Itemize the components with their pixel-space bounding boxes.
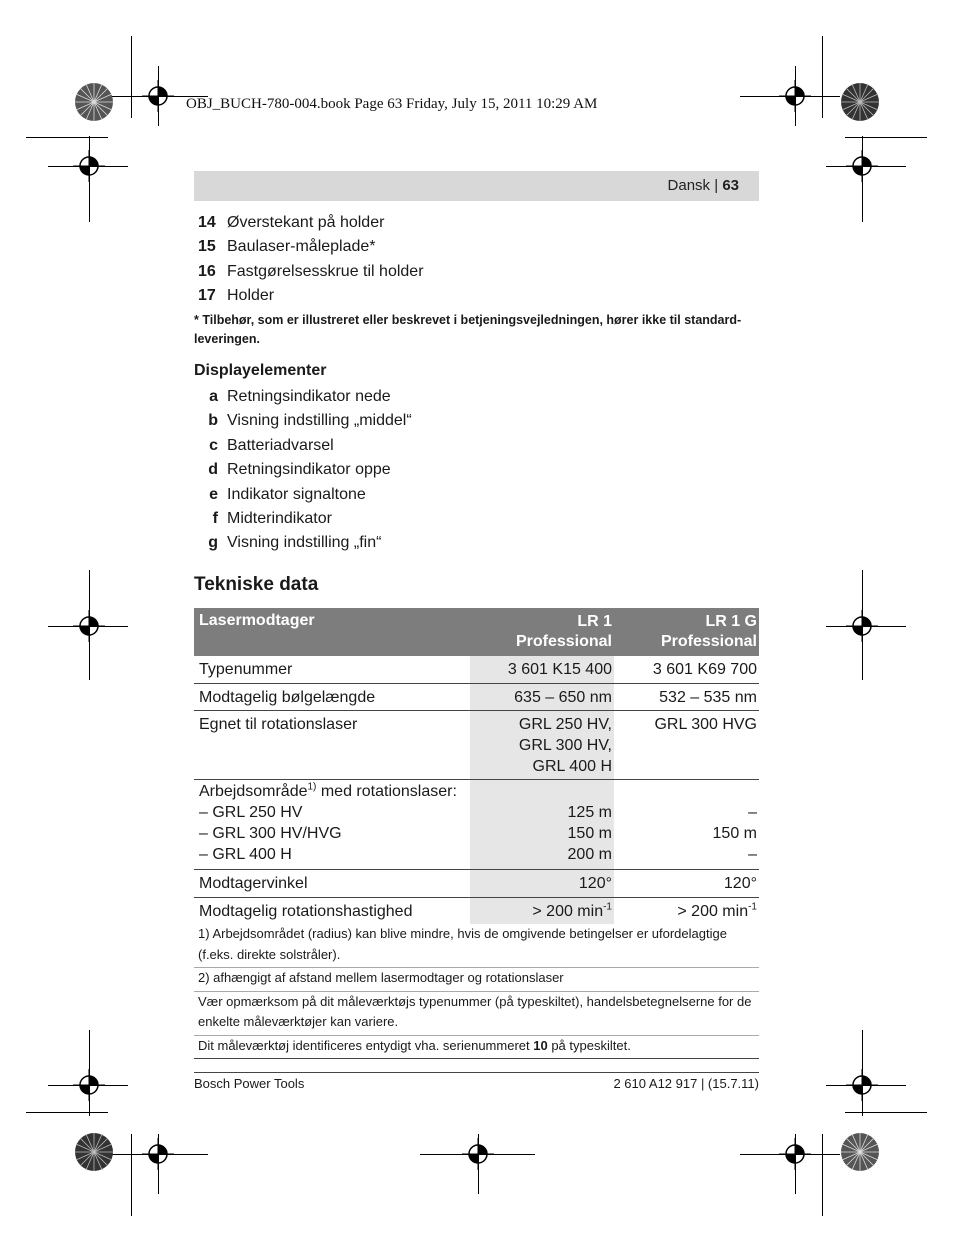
item-text: Visning indstilling „fin“	[227, 534, 382, 552]
registration-target-icon	[779, 1138, 811, 1170]
item-text: Holder	[227, 286, 275, 304]
item-text: Retningsindikator nede	[227, 388, 391, 405]
cell-value: > 200 min	[532, 903, 604, 920]
sub-item: – GRL 250 HV	[199, 804, 303, 821]
header-cell-lr1	[470, 608, 614, 656]
label-text: med rotationslaser:	[316, 783, 457, 800]
registration-target-icon	[142, 1138, 174, 1170]
cell-line: –	[748, 846, 757, 863]
registration-target-icon	[142, 80, 174, 112]
row-label	[194, 780, 470, 869]
row-label: Modtagelig bølgelængde	[199, 689, 376, 706]
item-text: Batteriadvarsel	[227, 436, 334, 454]
color-bar-star-icon	[840, 1132, 880, 1172]
item-text: Indikator signaltone	[227, 485, 366, 503]
sub-item: – GRL 400 H	[199, 846, 292, 863]
list-item	[194, 458, 412, 482]
cell-lr1: 3 601 K15 400	[470, 656, 614, 683]
registration-target-icon	[846, 610, 878, 642]
footer-brand: Bosch Power Tools	[194, 1076, 305, 1091]
table-row	[194, 780, 759, 870]
item-text: Visning indstilling „middel“	[227, 412, 412, 430]
item-letter: c	[209, 436, 218, 454]
cell-lr1: 120°	[470, 870, 614, 897]
cell-line: 150 m	[567, 825, 612, 842]
registration-target-icon	[73, 1069, 105, 1101]
model-name: LR 1	[577, 613, 612, 630]
cell-lr1g: GRL 300 HVG	[654, 716, 757, 733]
item-letter: b	[208, 412, 218, 430]
header-language: Dansk	[667, 177, 711, 194]
table-row	[194, 684, 759, 711]
list-item	[194, 531, 412, 555]
list-item	[198, 284, 424, 308]
label-line	[199, 781, 470, 802]
list-item	[198, 211, 424, 235]
page-header-bar	[194, 171, 759, 201]
cell-lr1	[470, 898, 614, 924]
item-text: Øverstekant på holder	[227, 214, 385, 231]
component-list	[198, 211, 424, 308]
row-label: Modtagelig rotationshastighed	[199, 903, 413, 920]
serial-ref: 10	[533, 1037, 548, 1053]
row-label: Typenummer	[199, 661, 293, 678]
list-item	[194, 434, 412, 458]
accessory-note: * Tilbehør, som er illustreret eller beskrevet i betjeningsvejledningen, hører ikke til standard-leveringen.	[194, 313, 742, 346]
tech-data-table	[194, 608, 759, 924]
note-text: Dit måleværktøj identificeres entydigt vha. serienummeret	[198, 1037, 534, 1053]
cell-value: > 200 min	[677, 903, 749, 920]
registration-target-icon	[846, 1069, 878, 1101]
list-item	[198, 235, 424, 259]
cell-line: GRL 300 HV,	[518, 737, 612, 754]
table-row	[194, 870, 759, 898]
header-separator: |	[714, 177, 719, 194]
header-cell-lr1g	[614, 608, 759, 656]
list-item	[194, 409, 412, 433]
footnote: 1) Arbejdsområdet (radius) kan blive mindre, hvis de omgivende betingelser er ufordelagtige (f.eks. direkte solstråler).	[194, 924, 759, 968]
item-letter: e	[209, 485, 218, 503]
registration-target-icon	[73, 610, 105, 642]
display-section-title: Displayelementer	[194, 362, 327, 379]
cell-line: 125 m	[567, 804, 612, 821]
model-name: LR 1 G	[705, 613, 757, 630]
page-number: 63	[722, 177, 739, 194]
item-letter: f	[212, 509, 218, 527]
cell-lr1g	[614, 898, 759, 924]
row-label: Modtagervinkel	[199, 875, 308, 892]
cell-lr1: 635 – 650 nm	[470, 684, 614, 710]
item-letter: g	[208, 534, 218, 552]
item-text: Fastgørelsesskrue til holder	[227, 262, 424, 280]
footnote: Vær opmærksom på dit måleværktøjs typenummer (på typeskiltet), handelsbetegnelserne for de enkelte måleværktøjer kan variere.	[194, 992, 759, 1036]
list-item	[194, 385, 412, 409]
tech-data-title: Tekniske data	[194, 574, 319, 595]
item-text: Baulaser-måleplade*	[227, 238, 376, 256]
cell-line: –	[748, 804, 757, 821]
display-elements-list	[194, 385, 412, 556]
item-number: 16	[198, 262, 216, 280]
item-text: Midterindikator	[227, 509, 332, 527]
label-text: Arbejdsområde	[199, 783, 308, 800]
model-line: Professional	[660, 633, 757, 650]
color-bar-star-icon	[74, 1132, 114, 1172]
footer-rule	[194, 1072, 759, 1073]
registration-target-icon	[73, 150, 105, 182]
registration-target-icon	[779, 80, 811, 112]
item-letter: a	[209, 388, 218, 405]
footnote: 2) afhængigt af afstand mellem lasermodtager og rotationslaser	[194, 968, 759, 992]
item-number: 15	[198, 238, 216, 256]
table-row	[194, 656, 759, 684]
model-line: Professional	[515, 633, 612, 650]
row-label: Egnet til rotationslaser	[199, 716, 358, 733]
sub-item: – GRL 300 HV/HVG	[199, 825, 342, 842]
note-text: på typeskiltet.	[547, 1037, 631, 1053]
footnote-ref: 1)	[307, 781, 317, 793]
item-number: 17	[198, 286, 216, 304]
item-text: Retningsindikator oppe	[227, 461, 391, 479]
serial-note	[194, 1036, 759, 1060]
table-notes	[194, 924, 759, 1059]
cell-line: GRL 250 HV,	[518, 716, 612, 733]
cell-line: 200 m	[567, 846, 612, 863]
cell-lr1g: 532 – 535 nm	[659, 689, 757, 706]
unit-exponent: -1	[603, 901, 612, 913]
page-header-text	[668, 177, 739, 194]
registration-target-icon	[846, 150, 878, 182]
registration-target-icon	[462, 1138, 494, 1170]
cell-lr1g: 3 601 K69 700	[652, 661, 757, 678]
item-letter: d	[208, 461, 218, 479]
unit-exponent: -1	[748, 901, 757, 913]
cell-line: GRL 400 H	[532, 758, 612, 775]
print-header: OBJ_BUCH-780-004.book Page 63 Friday, July 15, 2011 10:29 AM	[186, 96, 598, 112]
table-row	[194, 711, 759, 780]
list-item	[194, 507, 412, 531]
cell-lr1	[470, 780, 614, 869]
header-cell-product: Lasermodtager	[199, 612, 315, 629]
list-item	[198, 260, 424, 284]
table-header	[194, 608, 759, 656]
color-bar-star-icon	[74, 82, 114, 122]
footer-doc-number: 2 610 A12 917 | (15.7.11)	[613, 1076, 759, 1091]
table-row	[194, 898, 759, 924]
cell-lr1g	[614, 780, 759, 869]
item-number: 14	[198, 214, 216, 231]
list-item	[194, 483, 412, 507]
cell-line: 150 m	[712, 825, 757, 842]
cell-lr1	[470, 711, 614, 779]
color-bar-star-icon	[840, 82, 880, 122]
cell-lr1g: 120°	[723, 875, 757, 892]
